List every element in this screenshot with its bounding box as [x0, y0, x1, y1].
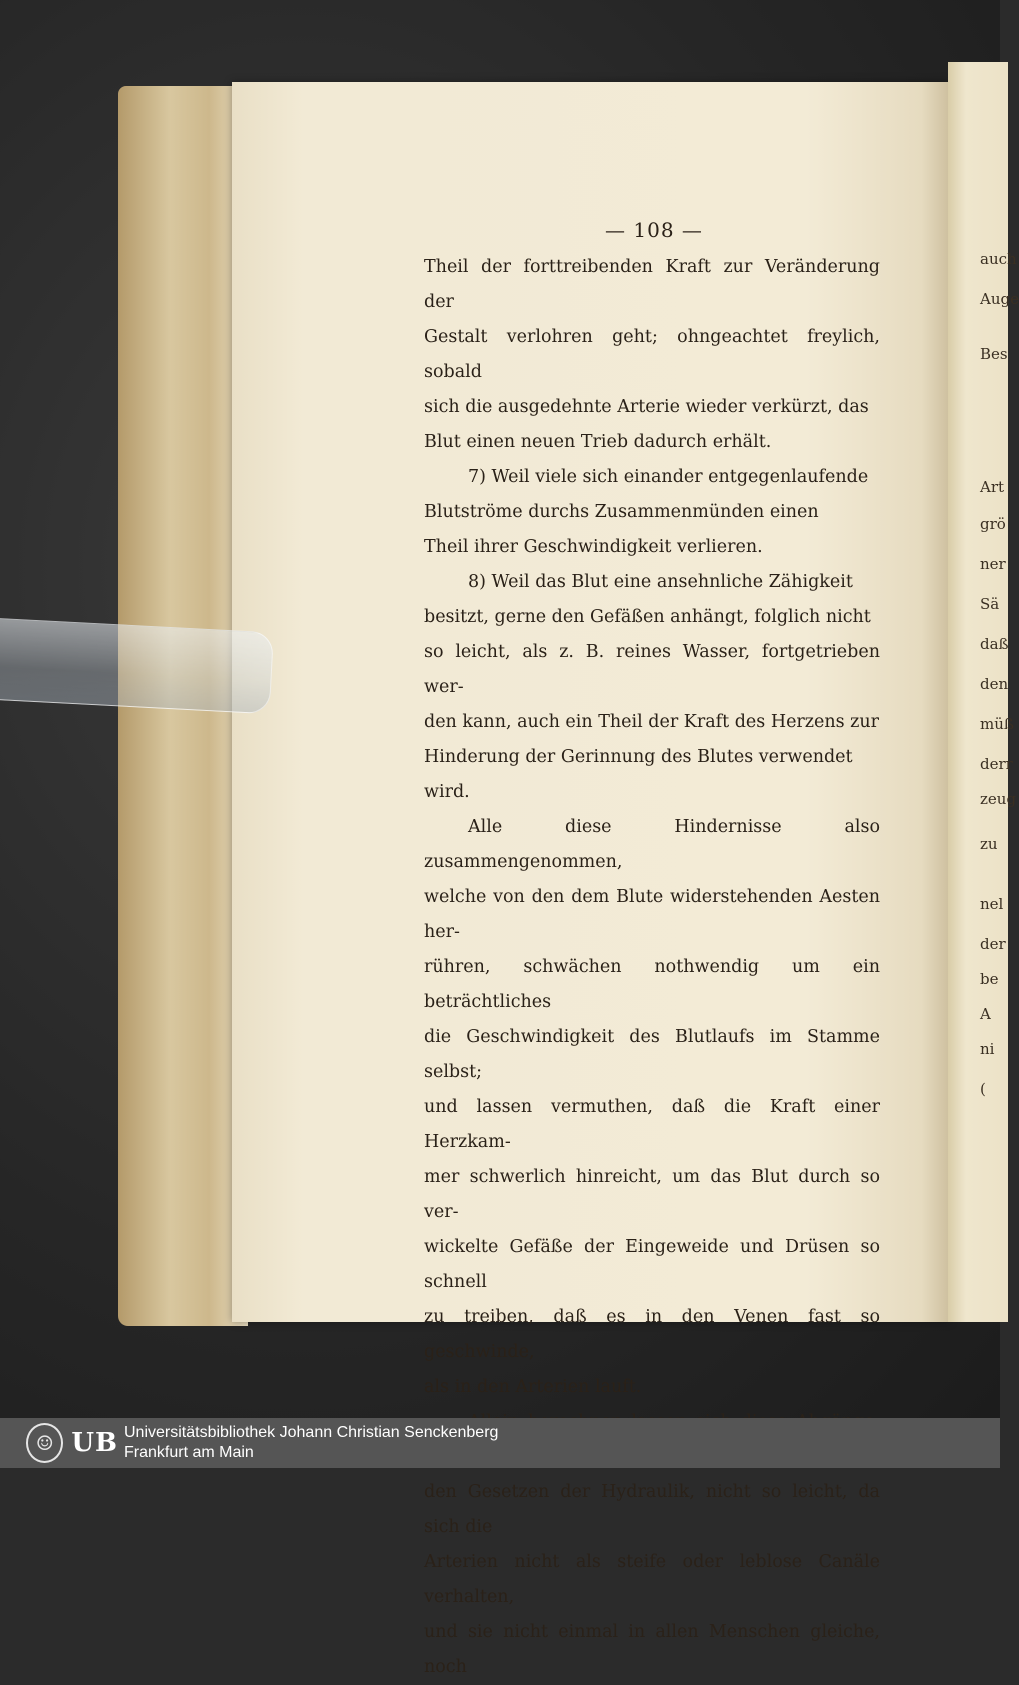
paragraph	[424, 565, 880, 810]
text-line: so leicht, als z. B. reines Wasser, fortgetrieben wer-	[424, 642, 880, 697]
facing-page-fragment: der	[980, 935, 1006, 953]
text-line: als in den Arterien lauft.	[424, 1377, 642, 1397]
facing-page-fragment: daß	[980, 635, 1009, 653]
text-line: Alle diese Hindernisse also zusammengenommen,	[424, 817, 880, 872]
facing-page-fragment: Auge	[980, 290, 1019, 308]
paragraph	[424, 250, 880, 460]
facing-page-fragment: be	[980, 970, 999, 988]
text-line: und sie nicht einmal in allen Menschen gleiche, noch	[424, 1622, 880, 1677]
page-text	[424, 250, 880, 1685]
text-line: die Geschwindigkeit des Blutlaufs im Stamme selbst;	[424, 1027, 880, 1082]
footer-bar	[0, 1418, 1000, 1468]
footer-credit	[124, 1423, 498, 1463]
text-line: und lassen vermuthen, daß die Kraft einer Herzkam-	[424, 1097, 880, 1152]
text-line: wickelte Gefäße der Eingeweide und Drüsen so schnell	[424, 1237, 880, 1292]
text-line: Blut einen neuen Trieb dadurch erhält.	[424, 432, 772, 452]
facing-page-fragment: ni	[980, 1040, 995, 1058]
facing-page-fragment: derr	[980, 755, 1013, 773]
text-line: mer schwerlich hinreicht, um das Blut durch so ver-	[424, 1167, 880, 1222]
text-line: 7) Weil viele sich einander entgegenlaufende	[468, 467, 869, 487]
text-line: Gestalt verlohren geht; ohngeachtet freylich, sobald	[424, 327, 880, 382]
facing-page-fragment: müß	[980, 715, 1014, 733]
library-logo	[26, 1423, 118, 1463]
footer-line-2: Frankfurt am Main	[124, 1444, 254, 1461]
logo-text: UB	[71, 1428, 118, 1458]
facing-page-fragment: auch	[980, 250, 1017, 268]
page-holder-clip	[0, 618, 274, 715]
text-line: zu treiben, daß es in den Venen fast so geschwinde,	[424, 1307, 880, 1362]
footer-line-1: Universitätsbibliothek Johann Christian Senckenberg	[124, 1424, 499, 1441]
facing-page-fragment: nel	[980, 895, 1004, 913]
page-number: — 108 —	[605, 218, 703, 242]
facing-page-fragment: Bes	[980, 345, 1008, 363]
text-line: den kann, auch ein Theil der Kraft des Herzens zur	[424, 712, 880, 732]
facing-page-fragment: den	[980, 675, 1009, 693]
facing-page-fragment: Sä	[980, 595, 1000, 613]
facing-page-fragment: zu	[980, 835, 998, 853]
text-line: besitzt, gerne den Gefäßen anhängt, folglich nicht	[424, 607, 871, 627]
facing-page-fragment: Art	[980, 478, 1005, 496]
text-line: Arterien nicht als steife oder leblose Canäle verhalten,	[424, 1552, 880, 1607]
text-line: Theil ihrer Geschwindigkeit verlieren.	[424, 537, 763, 557]
text-line: den Gesetzen der Hydraulik, nicht so leicht, da sich die	[424, 1482, 880, 1537]
facing-page-fragment: zeug	[980, 790, 1017, 808]
paragraph	[424, 460, 880, 565]
seal-icon: ☺	[26, 1423, 63, 1463]
text-line: Hinderung der Gerinnung des Blutes verwendet	[424, 747, 853, 767]
text-line: Theil der forttreibenden Kraft zur Veränderung der	[424, 257, 880, 312]
text-line: welche von den dem Blute widerstehenden Aesten her-	[424, 887, 880, 942]
facing-page-fragment: grö	[980, 515, 1006, 533]
text-line: wird.	[424, 782, 470, 802]
text-line: rühren, schwächen nothwendig um ein beträchtliches	[424, 957, 880, 1012]
facing-page-fragment: A	[980, 1005, 991, 1023]
paragraph	[424, 810, 880, 1405]
facing-page-fragment: ner	[980, 555, 1006, 573]
text-line: sich die ausgedehnte Arterie wieder verkürzt, das	[424, 397, 869, 417]
text-line: 8) Weil das Blut eine ansehnliche Zähigkeit	[468, 572, 853, 592]
text-line: Blutströme durchs Zusammenmünden einen	[424, 502, 819, 522]
facing-page-fragment: (	[980, 1080, 986, 1098]
facing-page	[948, 62, 1019, 1322]
